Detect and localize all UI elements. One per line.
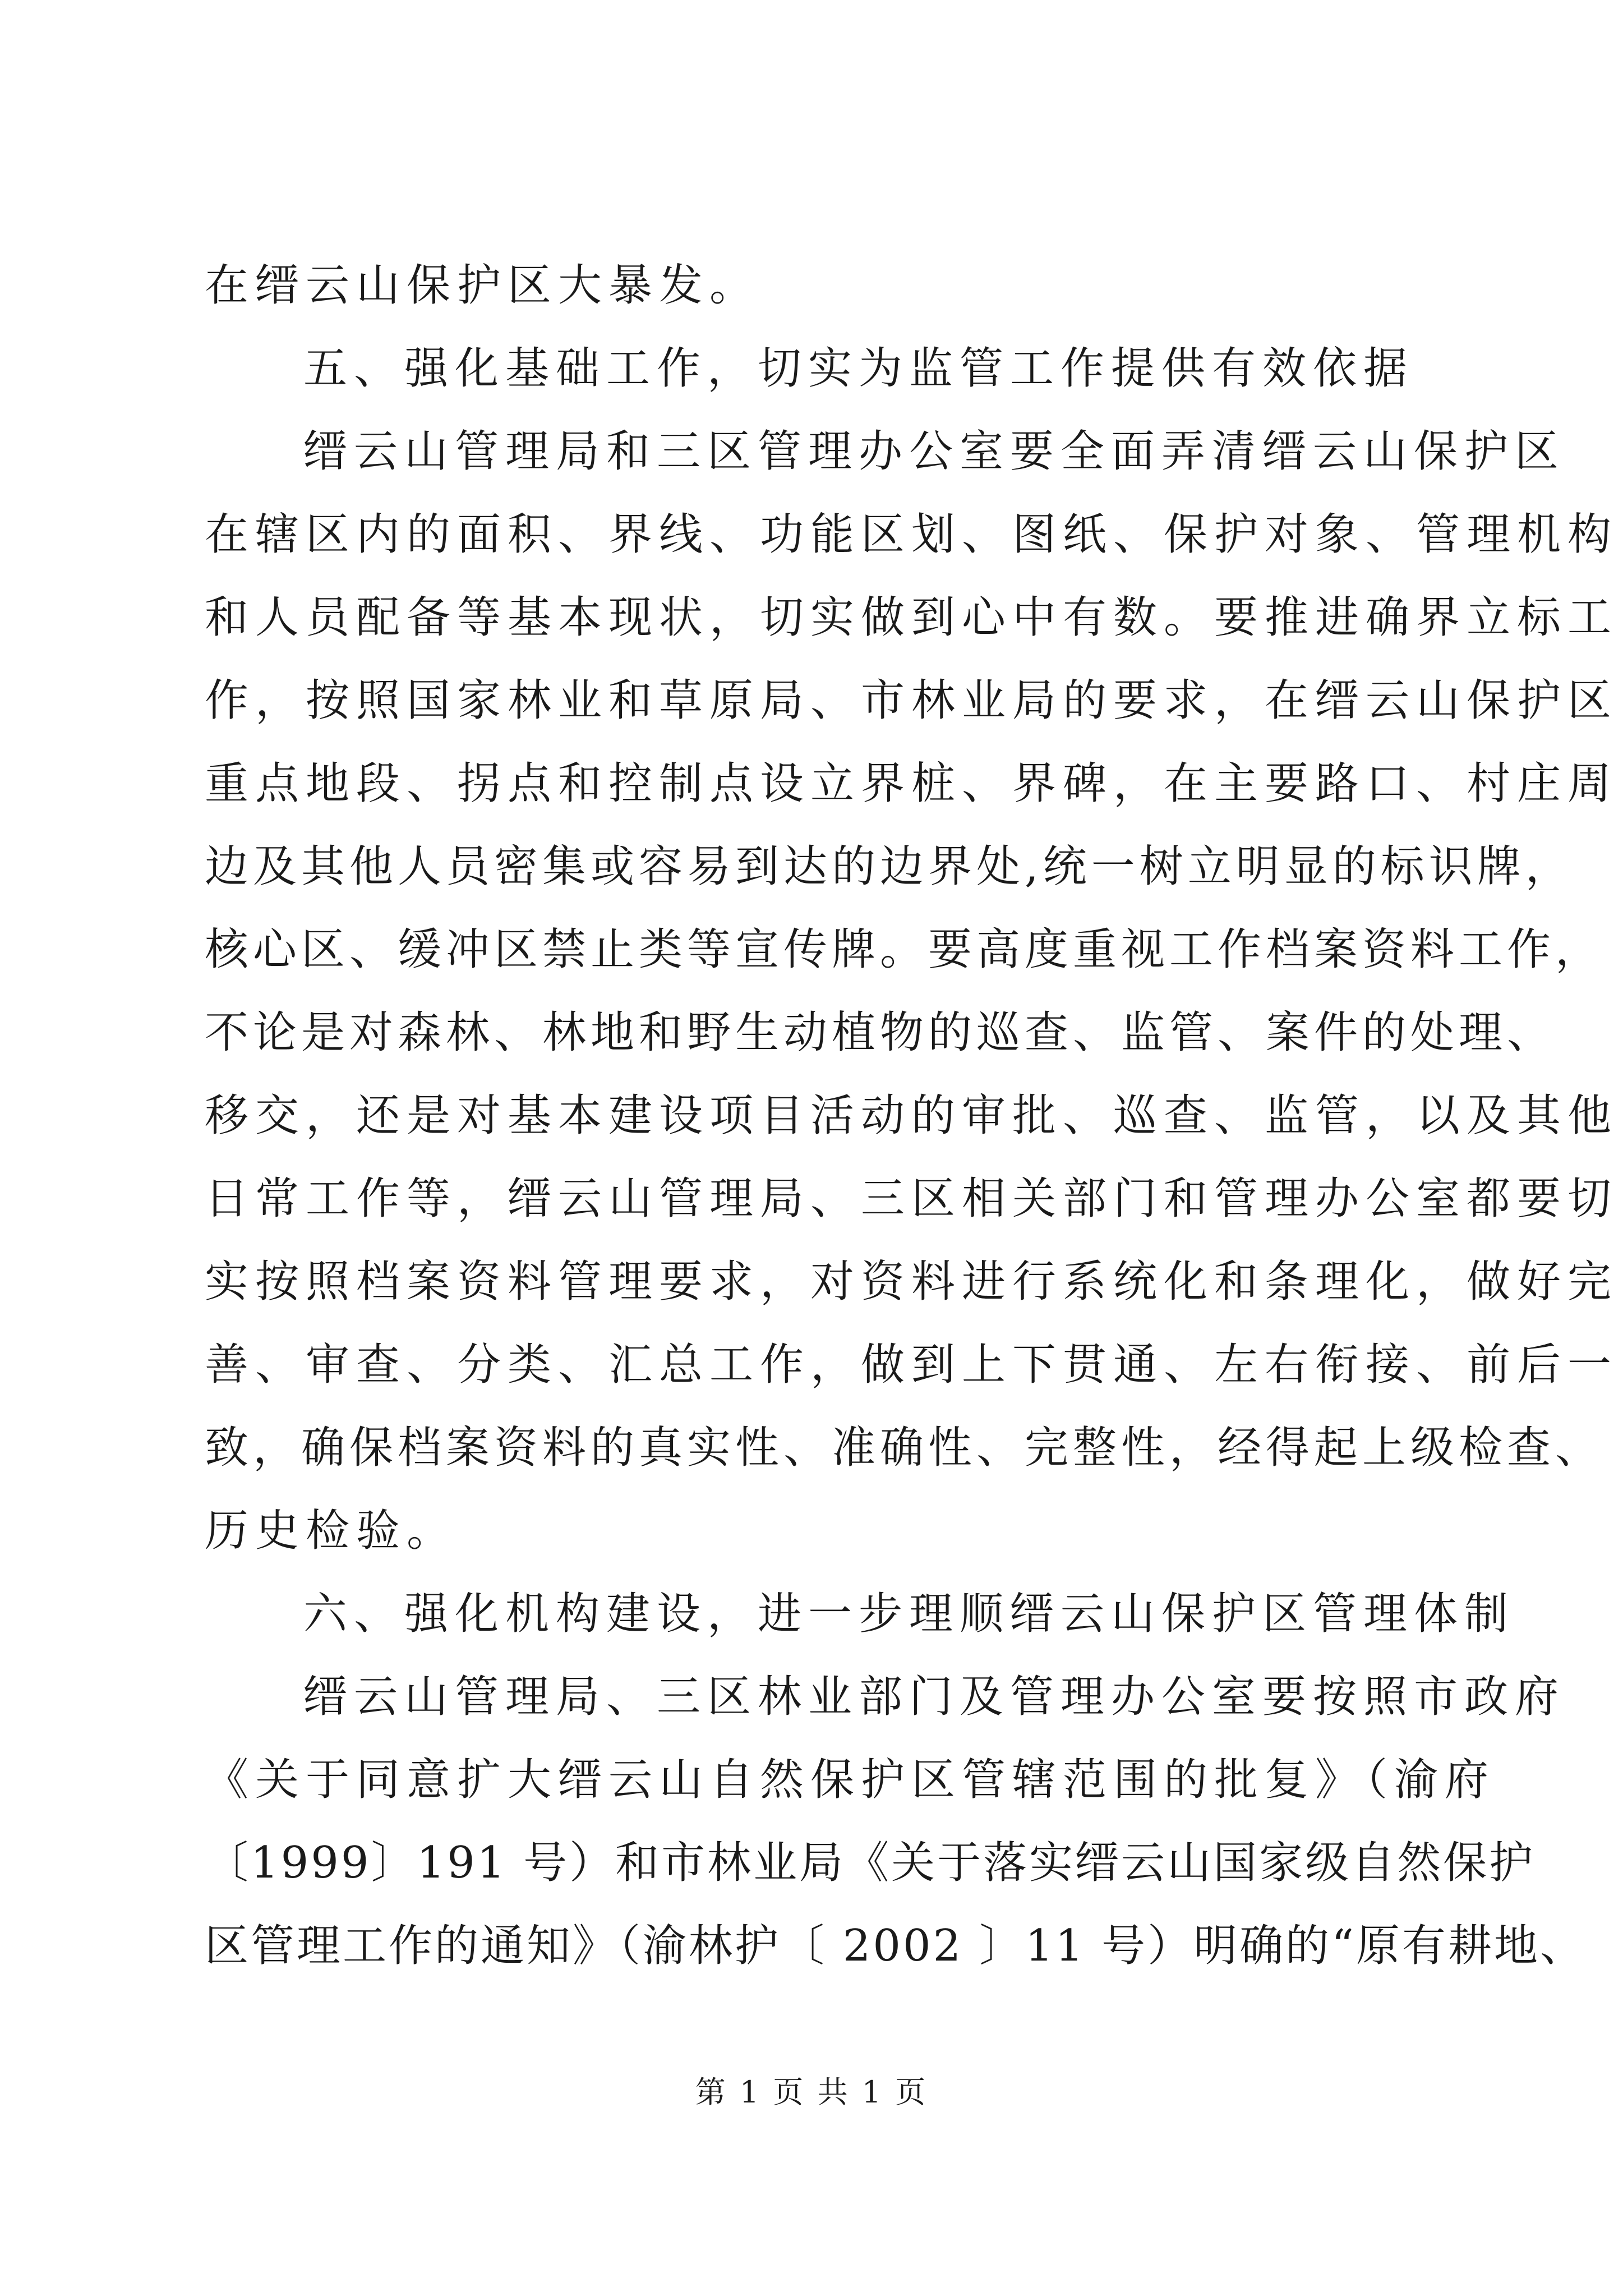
paragraph-line: 和人员配备等基本现状，切实做到心中有数。要推进确界立标工 [205,592,1619,643]
paragraph-line: 《关于同意扩大缙云山自然保护区管辖范围的批复》（渝府 [205,1755,1496,1805]
paragraph-line: 日常工作等，缙云山管理局、三区相关部门和管理办公室都要切 [205,1174,1619,1224]
paragraph-line: 核心区、缓冲区禁止类等宣传牌。要高度重视工作档案资料工作， [205,924,1604,975]
paragraph-line: 在辖区内的面积、界线、功能区划、图纸、保护对象、管理机构 [205,509,1619,560]
paragraph-line: 作，按照国家林业和草原局、市林业局的要求，在缙云山保护区 [205,675,1619,726]
paragraph-line: 缙云山管理局、三区林业部门及管理办公室要按照市政府 [303,1672,1566,1722]
paragraph-line: 实按照档案资料管理要求，对资料进行系统化和条理化，做好完 [205,1257,1619,1307]
text-line: 在缙云山保护区大暴发。 [205,260,760,311]
paragraph-line: 善、审查、分类、汇总工作，做到上下贯通、左右衔接、前后一 [205,1340,1619,1390]
page-footer: 第 1 页 共 1 页 [695,2074,928,2110]
paragraph-line: 边及其他人员密集或容易到达的边界处,统一树立明显的标识牌， [205,841,1574,892]
paragraph-line: 缙云山管理局和三区管理办公室要全面弄清缙云山保护区 [303,426,1566,477]
paragraph-line: 重点地段、拐点和控制点设立界桩、界碑，在主要路口、村庄周 [205,758,1619,809]
paragraph-line: 致，确保档案资料的真实性、准确性、完整性，经得起上级检查、 [205,1423,1604,1473]
paragraph-line: 移交，还是对基本建设项目活动的审批、巡查、监管，以及其他 [205,1091,1619,1141]
section-heading-five: 五、强化基础工作，切实为监管工作提供有效依据 [303,343,1414,394]
document-body [205,244,1619,1987]
paragraph-line: 不论是对森林、林地和野生动植物的巡查、监管、案件的处理、 [205,1007,1556,1058]
section-heading-six: 六、强化机构建设，进一步理顺缙云山保护区管理体制 [303,1589,1515,1639]
paragraph-line: 区管理工作的通知》（渝林护〔 2002 〕11 号）明确的“原有耕地、 [205,1921,1587,1971]
paragraph-line: 历史检验。 [205,1506,458,1556]
paragraph-line: 〔1999〕191 号）和市林业局《关于落实缙云山国家级自然保护 [205,1838,1536,1888]
